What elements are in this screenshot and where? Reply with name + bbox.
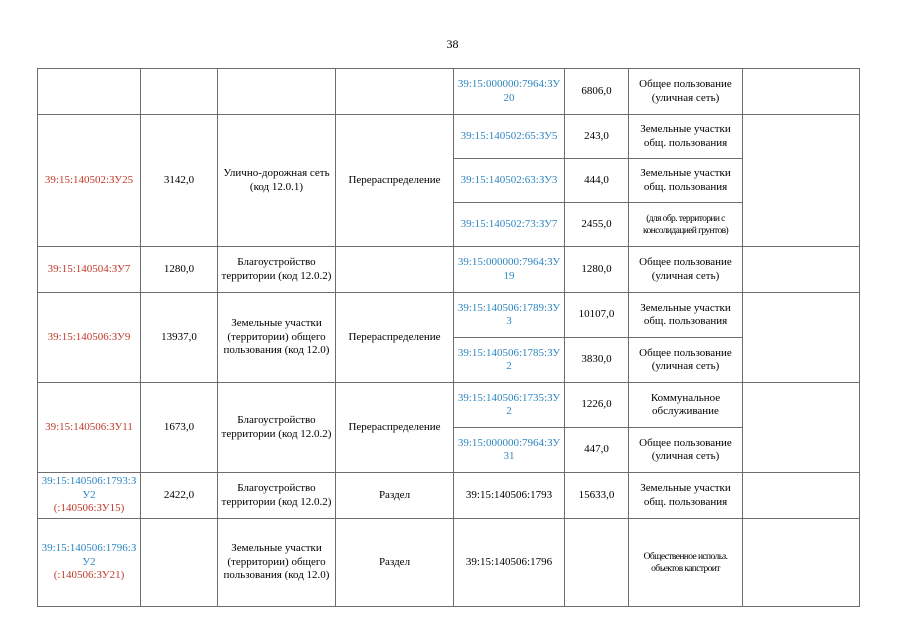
source-area-cell: 1226,0 xyxy=(565,383,629,428)
purpose-cell: Земельные участки общ. пользования xyxy=(629,473,743,519)
source-plot-cell: 39:15:000000:7964:ЗУ20 xyxy=(454,69,565,115)
source-area-cell: 444,0 xyxy=(565,159,629,203)
purpose-cell: Земельные участки общ. пользования xyxy=(629,115,743,159)
use-type-cell: Благоустройство территории (код 12.0.2) xyxy=(218,473,336,519)
area-cell xyxy=(141,69,218,115)
method-cell: Раздел xyxy=(336,473,454,519)
note-cell xyxy=(743,383,860,473)
source-plot-cell: 39:15:140506:1789:ЗУ3 xyxy=(454,293,565,338)
note-cell xyxy=(743,519,860,607)
source-area-cell: 2455,0 xyxy=(565,203,629,247)
use-type-cell: Земельные участки (территории) общего пользования (код 12.0) xyxy=(218,519,336,607)
source-plot-cell: 39:15:140502:73:ЗУ7 xyxy=(454,203,565,247)
plot-id-old: (:140506:ЗУ21) xyxy=(53,569,125,582)
source-area-cell: 3830,0 xyxy=(565,338,629,383)
purpose-cell: Земельные участки общ. пользования xyxy=(629,159,743,203)
note-cell xyxy=(743,69,860,115)
source-plot-cell: 39:15:140506:1785:ЗУ2 xyxy=(454,338,565,383)
use-type-cell: Улично-дорожная сеть (код 12.0.1) xyxy=(218,115,336,247)
source-plot-cell: 39:15:000000:7964:ЗУ19 xyxy=(454,247,565,293)
plot-id-cell xyxy=(38,473,141,519)
plot-id-cell: 39:15:140502:ЗУ25 xyxy=(38,115,141,247)
note-cell xyxy=(743,115,860,247)
source-plot-cell: 39:15:140506:1735:ЗУ2 xyxy=(454,383,565,428)
source-plot-cell: 39:15:140506:1796 xyxy=(454,519,565,607)
source-area-cell: 1280,0 xyxy=(565,247,629,293)
area-cell: 13937,0 xyxy=(141,293,218,383)
note-cell xyxy=(743,473,860,519)
plot-id-cell xyxy=(38,519,141,607)
purpose-cell: Общее пользование (уличная сеть) xyxy=(629,338,743,383)
area-cell xyxy=(141,519,218,607)
data-table xyxy=(37,68,860,607)
plot-id-cell: 39:15:140506:ЗУ11 xyxy=(38,383,141,473)
table-row xyxy=(38,69,860,115)
source-area-cell xyxy=(565,519,629,607)
method-cell xyxy=(336,247,454,293)
plot-id-new: 39:15:140506:1793:ЗУ2 xyxy=(41,475,137,501)
table-row xyxy=(38,293,860,338)
source-area-cell: 6806,0 xyxy=(565,69,629,115)
source-plot-cell: 39:15:140502:65:ЗУ5 xyxy=(454,115,565,159)
method-cell: Перераспределение xyxy=(336,293,454,383)
area-cell: 2422,0 xyxy=(141,473,218,519)
method-cell: Раздел xyxy=(336,519,454,607)
source-plot-cell: 39:15:140502:63:ЗУ3 xyxy=(454,159,565,203)
table-row xyxy=(38,247,860,293)
use-type-cell: Благоустройство территории (код 12.0.2) xyxy=(218,383,336,473)
plot-id-cell: 39:15:140504:ЗУ7 xyxy=(38,247,141,293)
purpose-cell: Общественное использ. объектов капстроит xyxy=(629,519,743,607)
source-area-cell: 10107,0 xyxy=(565,293,629,338)
area-cell: 3142,0 xyxy=(141,115,218,247)
purpose-cell: Коммунальное обслуживание xyxy=(629,383,743,428)
purpose-cell: (для обр. территории с консолидацией грунтов) xyxy=(629,203,743,247)
source-area-cell: 15633,0 xyxy=(565,473,629,519)
purpose-cell: Общее пользование (уличная сеть) xyxy=(629,247,743,293)
table-row xyxy=(38,383,860,428)
source-plot-cell: 39:15:000000:7964:ЗУ31 xyxy=(454,428,565,473)
page-number: 38 xyxy=(446,37,459,51)
use-type-cell: Благоустройство территории (код 12.0.2) xyxy=(218,247,336,293)
use-type-cell xyxy=(218,69,336,115)
plot-id-cell: 39:15:140506:ЗУ9 xyxy=(38,293,141,383)
use-type-cell: Земельные участки (территории) общего пользования (код 12.0) xyxy=(218,293,336,383)
note-cell xyxy=(743,293,860,383)
note-cell xyxy=(743,247,860,293)
source-area-cell: 243,0 xyxy=(565,115,629,159)
method-cell: Перераспределение xyxy=(336,115,454,247)
area-cell: 1673,0 xyxy=(141,383,218,473)
table-row xyxy=(38,519,860,607)
table-row xyxy=(38,115,860,159)
method-cell xyxy=(336,69,454,115)
area-cell: 1280,0 xyxy=(141,247,218,293)
purpose-cell: Земельные участки общ. пользования xyxy=(629,293,743,338)
table-row xyxy=(38,473,860,519)
purpose-cell: Общее пользование (уличная сеть) xyxy=(629,428,743,473)
purpose-cell: Общее пользование (уличная сеть) xyxy=(629,69,743,115)
plot-id-new: 39:15:140506:1796:ЗУ2 xyxy=(41,542,137,568)
source-area-cell: 447,0 xyxy=(565,428,629,473)
plot-id-old: (:140506:ЗУ15) xyxy=(53,502,125,515)
method-cell: Перераспределение xyxy=(336,383,454,473)
source-plot-cell: 39:15:140506:1793 xyxy=(454,473,565,519)
plot-id-cell xyxy=(38,69,141,115)
